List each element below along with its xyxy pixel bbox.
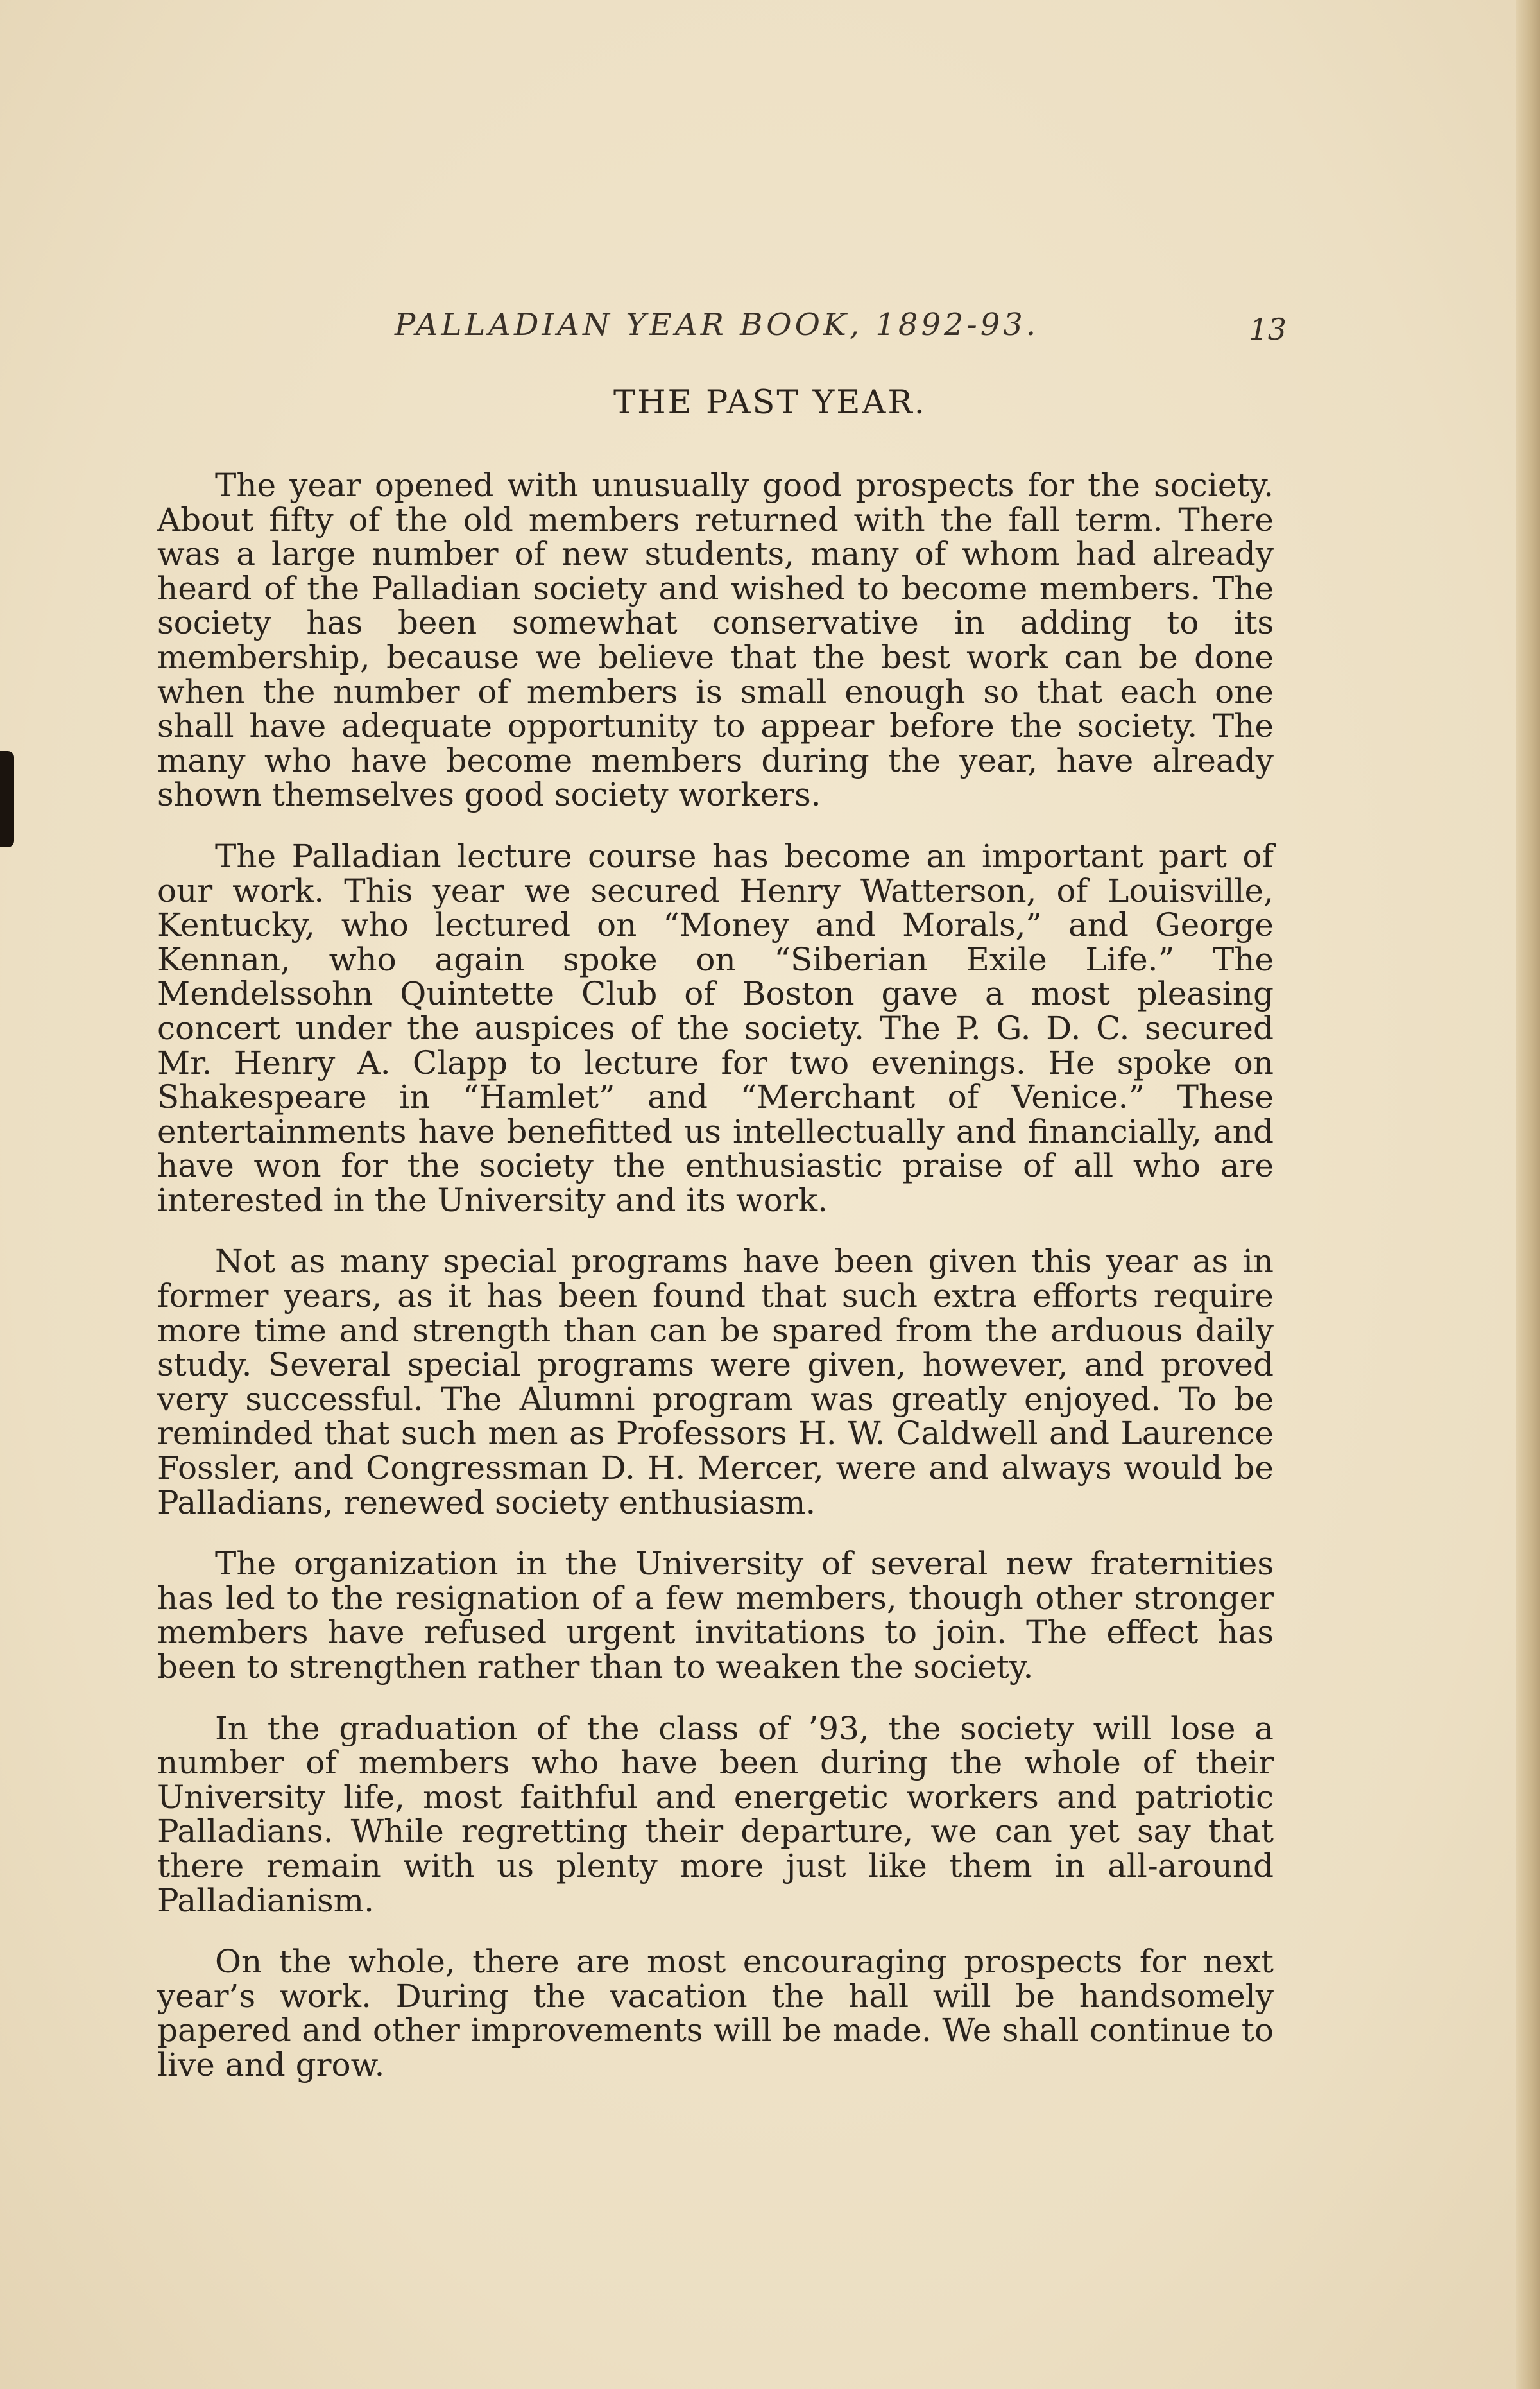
paragraph: Not as many special programs have been given this year as in former years, as it has been found that such extra efforts require more time and strength than can be spared from the arduous daily study. Several special programs were given, however, and proved very successful. The Alumni program was greatly enjoyed. To be reminded that such men as Professors H. W. Caldwell and Laurence Fossler, and Congressman D. H. Mercer, were and always would be Palladians, renewed society enthusiasm. <box>157 1243 1274 1521</box>
paragraph: In the graduation of the class of ’93, the society will lose a number of members who have been during the whole of their University life, most faithful and energetic workers and patriotic Palladians. While regretting their departure, we can yet say that there remain with us plenty more just like them in all-around Palladianism. <box>157 1709 1274 1919</box>
paragraph: The Palladian lecture course has become an important part of our work. This year we secured Henry Watterson, of Louisville, Kentucky, who lectured on “Money and Morals,” and George Kennan, who again spoke on “Siberian Exile Life.” The Mendelssohn Quintette Club of Boston gave a most pleasing concert under the auspices of the society. The P. G. D. C. secured Mr. Henry A. Clapp to lecture for two evenings. He spoke on Shakespeare in “Hamlet” and “Merchant of Venice.” These entertainments have benefitted us intellectually and financially, and have won for the society the enthusiastic praise of all who are interested in the University and its work. <box>157 837 1274 1219</box>
page-header <box>395 307 1287 358</box>
running-title: PALLADIAN YEAR BOOK, 1892-93. <box>395 307 1040 343</box>
section-title: THE PAST YEAR. <box>613 384 927 422</box>
page-number: 13 <box>1249 312 1287 347</box>
paragraph: On the whole, there are most encouraging prospects for next year’s work. During the vacation the hall will be handsomely papered and other improvements will be made. We shall continue to live and grow. <box>157 1943 1274 2083</box>
article-body <box>157 469 1274 2110</box>
paragraph: The year opened with unusually good prospects for the society. About fifty of the old members returned with the fall term. There was a large number of new students, many of whom had already heard of the Palladian society and wished to become members. The society has been somewhat conservative in adding to its membership, because we believe that the best work can be done when the number of members is small enough so that each one shall have adequate opportunity to appear before the society. The many who have become members during the year, have already shown themselves good society workers. <box>157 467 1274 814</box>
paragraph: The organization in the University of several new fraternities has led to the resignation of a few members, though other stronger members have refused urgent invitations to join. The effect has been to strengthen rather than to weaken the society. <box>157 1545 1274 1686</box>
binding-mark <box>0 751 14 847</box>
page-edge-shadow <box>1516 0 1540 2389</box>
